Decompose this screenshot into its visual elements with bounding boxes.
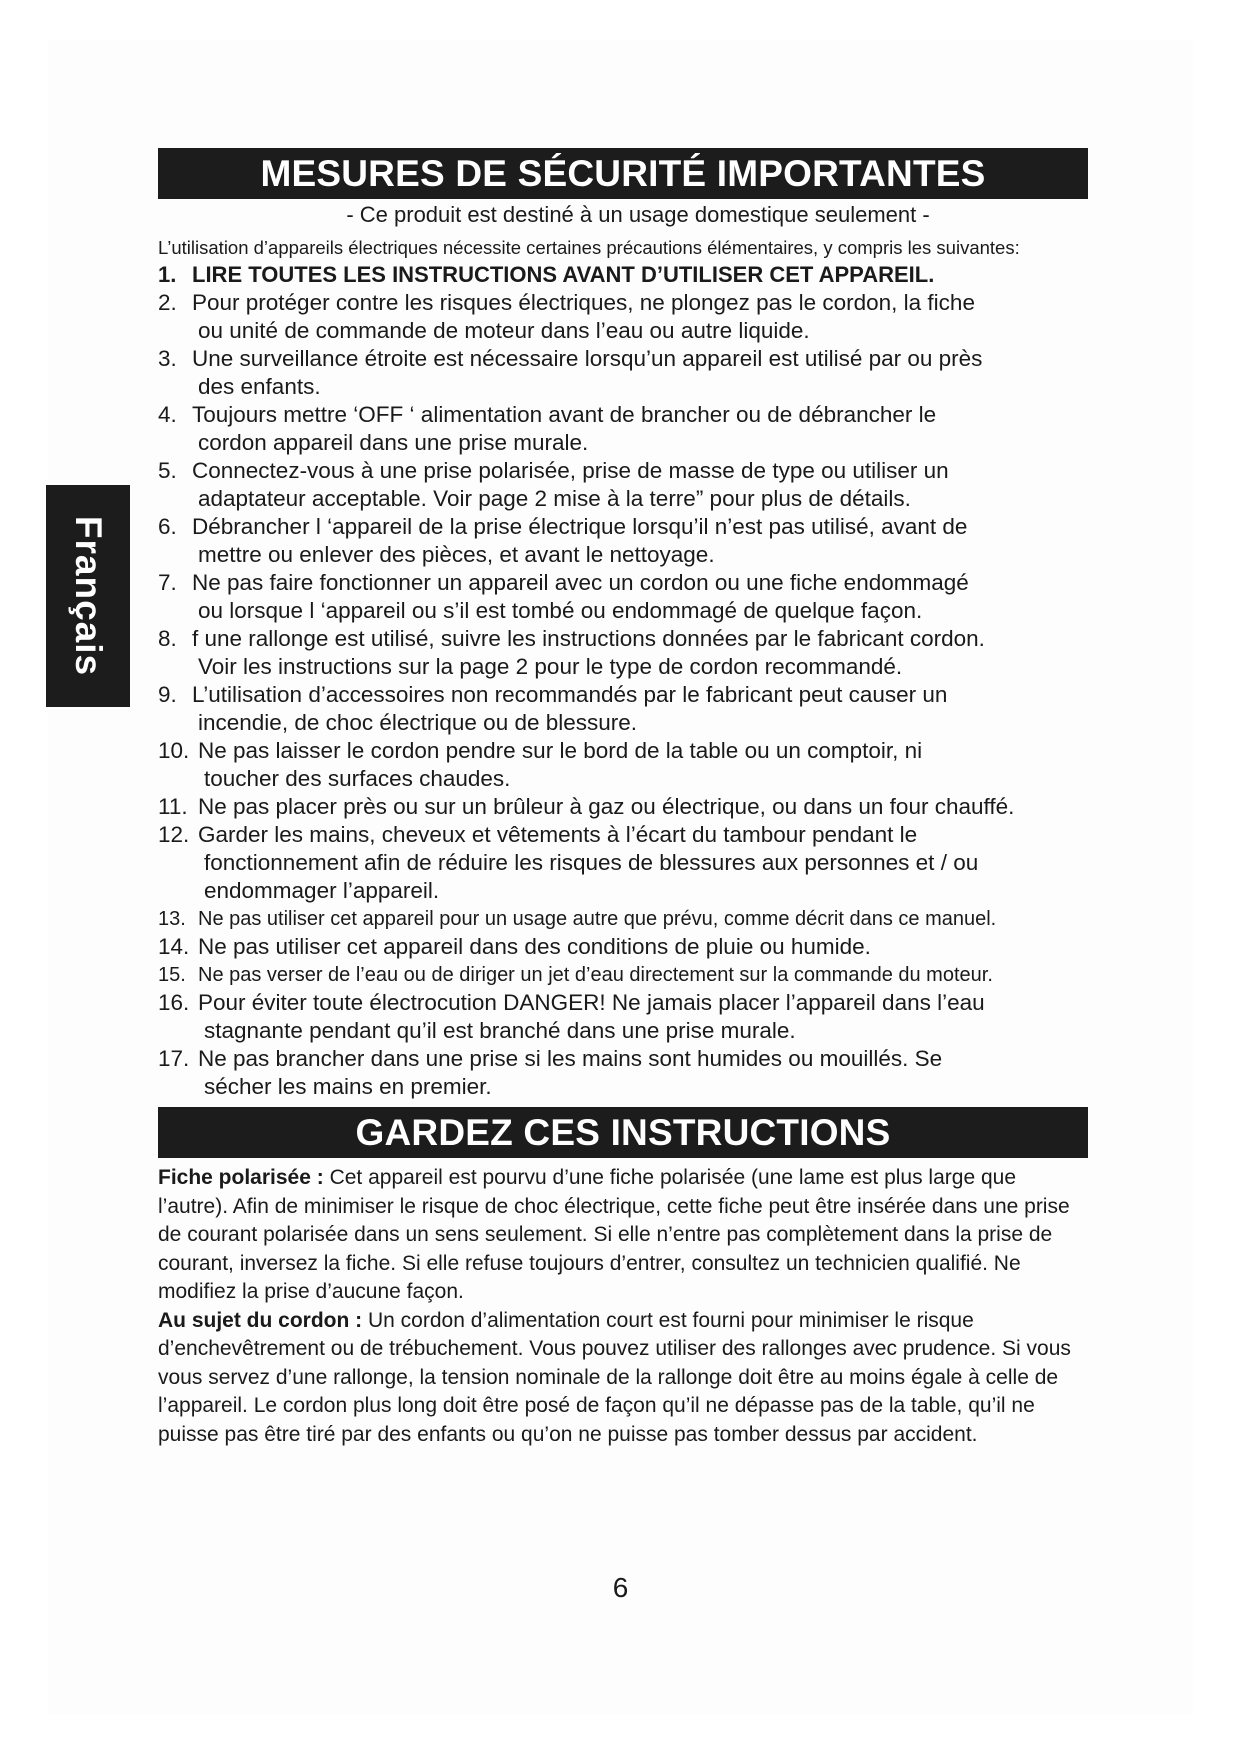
rule-number: 2.	[158, 290, 177, 315]
safety-rule-item	[158, 345, 1088, 401]
safety-rule-item	[158, 401, 1088, 457]
safety-rule-item	[158, 513, 1088, 569]
polarized-plug-text: Cet appareil est pourvu d’une fiche polarisée (une lame est plus large que l’autre). Afin de minimiser le risque de choc électrique, cette fiche peut être insérée dans une prise de courant polarisée dans un sens seulement. Si elle n’entre pas complètement dans la prise de courant, inversez la fiche. Si elle refuse toujours d’entrer, consultez un technicien qualifié. Ne modifiez la prise d’aucune façon.	[158, 1166, 1070, 1303]
rule-text	[198, 933, 1088, 961]
rule-number: 13.	[158, 908, 186, 930]
rule-line: stagnante pendant qu’il est branché dans une prise murale.	[204, 1018, 796, 1043]
rule-line: endommager l’appareil.	[204, 878, 440, 903]
rule-number: 12.	[158, 822, 190, 847]
rule-text	[198, 821, 1088, 905]
rule-text	[198, 737, 1088, 793]
language-tab-label: Français	[68, 515, 109, 677]
safety-rule-item	[158, 989, 1088, 1045]
rule-number: 3.	[158, 346, 177, 371]
rule-text	[198, 905, 1088, 933]
rule-line: ou lorsque l ‘appareil ou s’il est tombé ou endommagé de quelque façon.	[198, 598, 923, 623]
rule-line: Débrancher l ‘appareil de la prise électrique lorsqu’il n’est pas utilisé, avant de	[192, 514, 968, 539]
rule-number: 4.	[158, 402, 177, 427]
cord-label: Au sujet du cordon :	[158, 1308, 363, 1332]
rule-number: 9.	[158, 682, 177, 707]
rule-line: Pour éviter toute électrocution DANGER! Ne jamais placer l’appareil dans l’eau	[198, 990, 985, 1015]
cord-paragraph	[158, 1307, 1088, 1450]
safety-rule-item	[158, 793, 1088, 821]
rule-line: Ne pas placer près ou sur un brûleur à gaz ou électrique, ou dans un four chauffé.	[198, 794, 1015, 819]
safety-rule-item	[158, 681, 1088, 737]
safety-rule-item	[158, 289, 1088, 345]
rule-text	[192, 261, 1088, 289]
rule-text	[192, 289, 1088, 345]
rule-text	[192, 681, 1088, 737]
rule-text	[192, 569, 1088, 625]
safety-rule-item	[158, 261, 1088, 289]
rule-line: Toujours mettre ‘OFF ‘ alimentation avant de brancher ou de débrancher le	[192, 402, 937, 427]
rule-line: adaptateur acceptable. Voir page 2 mise à la terre” pour plus de détails.	[198, 486, 911, 511]
rule-number: 11.	[158, 794, 188, 819]
rule-number: 14.	[158, 934, 190, 959]
rule-number: 15.	[158, 964, 186, 986]
page-number: 6	[612, 1572, 629, 1603]
rule-line: fonctionnement afin de réduire les risques de blessures aux personnes et / ou	[204, 850, 979, 875]
safety-rules-list	[158, 261, 1088, 1101]
rule-line: Une surveillance étroite est nécessaire lorsqu’un appareil est utilisé par ou près	[192, 346, 983, 371]
rule-text	[192, 401, 1088, 457]
rule-text	[192, 345, 1088, 401]
safety-rule-item	[158, 457, 1088, 513]
rule-line: des enfants.	[198, 374, 321, 399]
rule-text	[192, 513, 1088, 569]
safety-rule-item	[158, 569, 1088, 625]
rule-number: 16.	[158, 990, 190, 1015]
intro-text: L’utilisation d’appareils électriques nécessite certaines précautions élémentaires, y compris les suivantes:	[158, 237, 1020, 258]
rule-text	[192, 457, 1088, 513]
rule-line: mettre ou enlever des pièces, et avant le nettoyage.	[198, 542, 715, 567]
safety-rule-item	[158, 625, 1088, 681]
safety-title-banner: MESURES DE SÉCURITÉ IMPORTANTES	[158, 148, 1088, 199]
domestic-use-subtitle: - Ce produit est destiné à un usage domestique seulement -	[346, 202, 930, 227]
polarized-plug-label: Fiche polarisée :	[158, 1166, 324, 1189]
rule-line: sécher les mains en premier.	[204, 1074, 492, 1099]
rule-line: Connectez-vous à une prise polarisée, prise de masse de type ou utiliser un	[192, 458, 949, 483]
safety-rule-item	[158, 933, 1088, 961]
polarized-plug-paragraph	[158, 1164, 1088, 1307]
rule-number: 8.	[158, 626, 177, 651]
content	[158, 148, 1088, 1449]
rule-number: 1.	[158, 262, 177, 287]
rule-line: Garder les mains, cheveux et vêtements à l’écart du tambour pendant le	[198, 822, 918, 847]
rule-line: Ne pas utiliser cet appareil dans des conditions de pluie ou humide.	[198, 934, 871, 959]
safety-rule-item	[158, 821, 1088, 905]
safety-rule-item	[158, 1045, 1088, 1101]
rule-line: L’utilisation d’accessoires non recommandés par le fabricant peut causer un	[192, 682, 948, 707]
rule-line: incendie, de choc électrique ou de blessure.	[198, 710, 638, 735]
rule-line: cordon appareil dans une prise murale.	[198, 430, 589, 455]
safety-rule-item	[158, 737, 1088, 793]
rule-number: 5.	[158, 458, 177, 483]
rule-text	[192, 625, 1088, 681]
rule-line: toucher des surfaces chaudes.	[204, 766, 511, 791]
rule-line: Pour protéger contre les risques électriques, ne plongez pas le cordon, la fiche	[192, 290, 975, 315]
rule-line: Voir les instructions sur la page 2 pour le type de cordon recommandé.	[198, 654, 903, 679]
safety-rule-item	[158, 961, 1088, 989]
rule-text	[198, 989, 1088, 1045]
rule-line: Ne pas utiliser cet appareil pour un usage autre que prévu, comme décrit dans ce manuel.	[198, 908, 997, 930]
rule-line: Ne pas laisser le cordon pendre sur le bord de la table ou un comptoir, ni	[198, 738, 923, 763]
safety-rule-item	[158, 905, 1088, 933]
rule-text	[198, 1045, 1088, 1101]
rule-line: ou unité de commande de moteur dans l’eau ou autre liquide.	[198, 318, 810, 343]
rule-text	[198, 961, 1088, 989]
rule-line: Ne pas brancher dans une prise si les mains sont humides ou mouillés. Se	[198, 1046, 943, 1071]
rule-number: 7.	[158, 570, 177, 595]
rule-line: f une rallonge est utilisé, suivre les instructions données par le fabricant cordon.	[192, 626, 985, 651]
cord-text: Un cordon d’alimentation court est fourni pour minimiser le risque d’enchevêtrement ou de trébuchement. Vous pouvez utiliser des rallonges avec prudence. Si vous vous servez d’une rallonge, la tension nominale de la rallonge doit être au moins égale à celle de l’appareil. Le cordon plus long doit être posé de façon qu’il ne dépasse pas de la table, qu’il ne puisse pas être tiré par des enfants ou qu’on ne puisse pas tomber dessus par accident.	[158, 1308, 1071, 1446]
rule-number: 6.	[158, 514, 177, 539]
language-tab	[46, 485, 130, 707]
rule-line: Ne pas faire fonctionner un appareil avec un cordon ou une fiche endommagé	[192, 570, 969, 595]
rule-text	[198, 793, 1088, 821]
rule-line: Ne pas verser de l’eau ou de diriger un jet d’eau directement sur la commande du moteur.	[198, 964, 993, 986]
rule-line: LIRE TOUTES LES INSTRUCTIONS AVANT D’UTILISER CET APPAREIL.	[192, 262, 935, 287]
rule-number: 17.	[158, 1046, 190, 1071]
rule-number: 10.	[158, 738, 190, 763]
save-instructions-banner: GARDEZ CES INSTRUCTIONS	[158, 1107, 1088, 1158]
